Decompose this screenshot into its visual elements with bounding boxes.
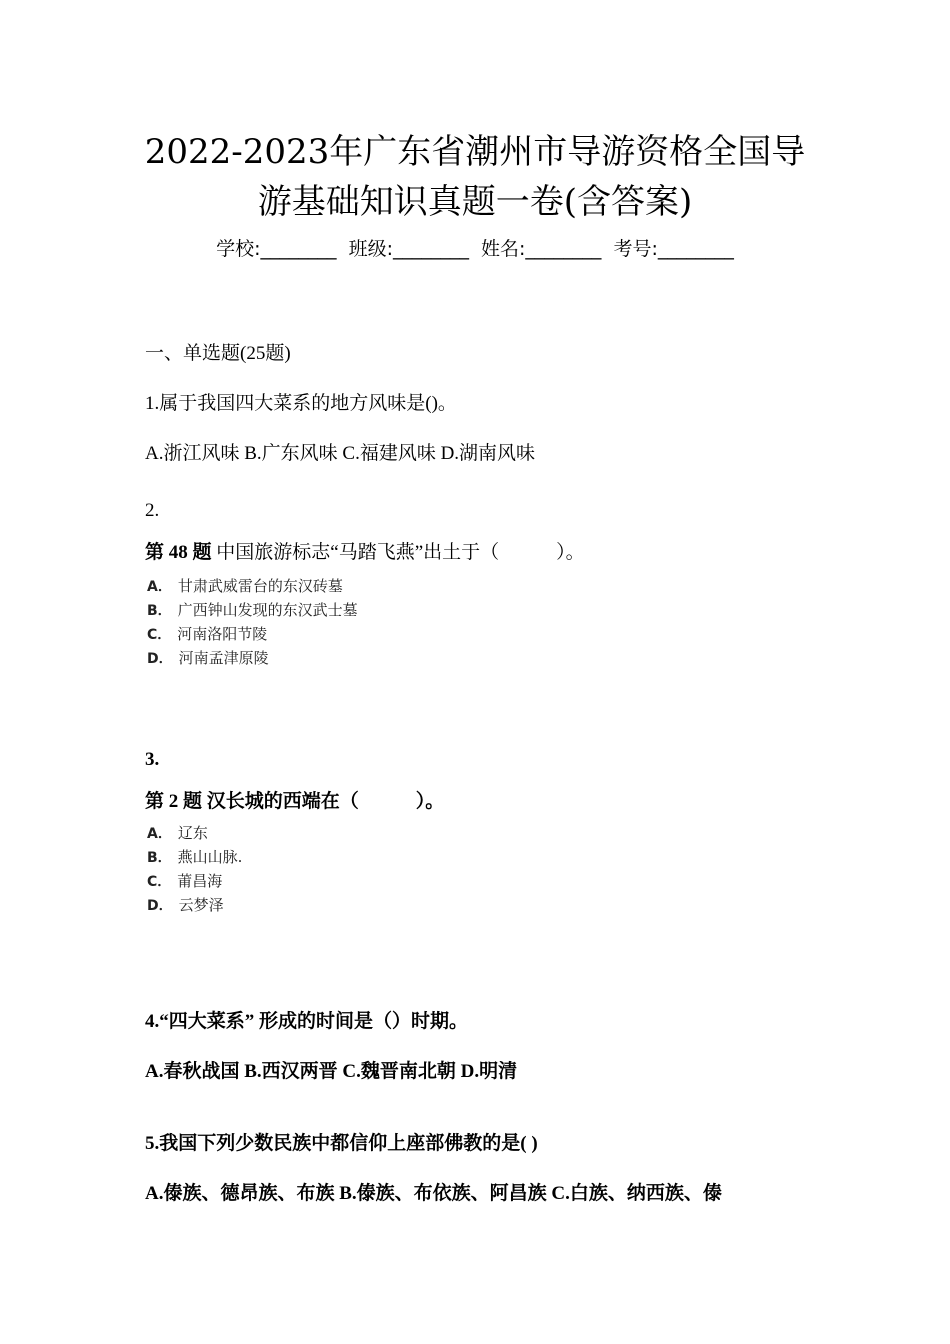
question-2-option-d: D． 河南孟津原陵 [147,649,269,667]
question-3-option-a: A． 辽东 [147,824,208,842]
question-2-stem-prefix: 第 48 题 [145,542,212,563]
question-2-stem [145,537,585,564]
question-3-option-d: D． 云梦泽 [147,896,224,914]
question-3-option-b: B． 燕山山脉. [147,848,243,866]
question-2-option-c: C． 河南洛阳节陵 [147,625,268,643]
question-2-stem-text: 中国旅游标志“马踏飞燕”出土于（ ）。 [211,542,585,563]
question-2-option-b: B． 广西钟山发现的东汉武士墓 [147,601,358,619]
question-4-options: A.春秋战国 B.西汉两晋 C.魏晋南北朝 D.明清 [145,1061,518,1082]
question-3-stem-text: 汉长城的西端在（ ）。 [202,791,445,812]
section-header: 一、单选题(25题) [145,343,291,364]
number-field: 考号:________ [613,238,734,260]
question-1-stem: 1.属于我国四大菜系的地方风味是()。 [145,393,457,414]
question-3-number: 3. [145,749,160,770]
question-3-stem-prefix: 第 2 题 [145,791,203,812]
student-info-row [0,234,950,261]
class-field: 班级:________ [348,238,469,260]
name-field: 姓名:________ [481,238,602,260]
document-title-line1: 2022-2023年广东省潮州市导游资格全国导 [144,132,806,172]
document-title-line2: 游基础知识真题一卷(含答案) [257,182,693,222]
question-5-options: A.傣族、德昂族、布族 B.傣族、布依族、阿昌族 C.白族、纳西族、傣 [145,1183,722,1204]
question-1-options: A.浙江风味 B.广东风味 C.福建风味 D.湖南风味 [145,443,536,464]
question-5-stem: 5.我国下列少数民族中都信仰上座部佛教的是( ) [145,1133,538,1154]
question-2-number: 2. [145,500,160,521]
question-4-stem: 4.“四大菜系” 形成的时间是（）时期。 [145,1011,469,1032]
question-3-stem [145,786,444,813]
school-field: 学校:________ [216,238,337,260]
question-2-option-a: A． 甘肃武威雷台的东汉砖墓 [147,577,343,595]
question-3-option-c: C． 莆昌海 [147,872,223,890]
